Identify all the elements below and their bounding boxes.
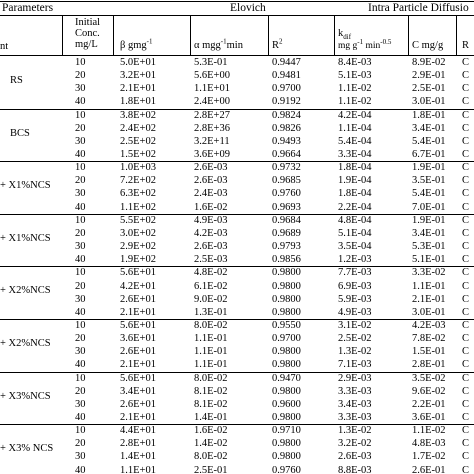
c-cell: 2.1E-01 (412, 294, 446, 305)
group-separator (0, 161, 474, 162)
beta-cell: 2.6E+01 (120, 399, 156, 410)
c-cell: 8.9E-02 (412, 57, 446, 68)
beta-cell: 2.5E+02 (120, 136, 156, 147)
kdif-cell: 2.9E-03 (338, 373, 372, 384)
kdif-cell: 1.3E-02 (338, 425, 372, 436)
concentration-cell: 30 (75, 451, 86, 462)
last-col-cell: C (462, 438, 470, 449)
last-col-cell: C (462, 425, 470, 436)
last-col-cell: C (462, 373, 470, 384)
alpha-cell: 1.6E-02 (194, 202, 228, 213)
alpha-cell: 1.3E-01 (194, 307, 228, 318)
last-col-cell: C (462, 281, 470, 292)
alpha-cell: 1.6E-02 (194, 425, 228, 436)
concentration-cell: 40 (75, 149, 86, 160)
c-cell: 3.6E-01 (412, 412, 446, 423)
beta-cell: 2.8E+01 (120, 438, 156, 449)
c-cell: 1.7E-02 (412, 451, 446, 462)
beta-cell: 5.0E+01 (120, 57, 156, 68)
concentration-cell: 30 (75, 136, 86, 147)
beta-cell: 1.5E+02 (120, 149, 156, 160)
parameters-header: Parameters (2, 2, 54, 14)
concentration-cell: 20 (75, 175, 86, 186)
last-col-cell: C (462, 320, 470, 331)
r2-cell: 0.9760 (272, 188, 301, 199)
concentration-cell: 20 (75, 333, 86, 344)
concentration-cell: 40 (75, 465, 86, 474)
beta-cell: 2.4E+02 (120, 123, 156, 134)
last-col-cell: C (462, 162, 470, 173)
concentration-cell: 10 (75, 215, 86, 226)
beta-cell: 2.9E+02 (120, 241, 156, 252)
kdif-cell: 1.9E-04 (338, 175, 372, 186)
concentration-cell: 30 (75, 399, 86, 410)
header-col-divider (456, 15, 457, 55)
adsorbent-header: nt (0, 41, 9, 52)
last-col-cell: C (462, 412, 470, 423)
kdif-cell: 1.1E-04 (338, 123, 372, 134)
last-col-cell: C (462, 149, 470, 160)
kdif-cell: 2.5E-02 (338, 333, 372, 344)
beta-cell: 1.1E+01 (120, 465, 156, 474)
beta-cell: 4.4E+01 (120, 425, 156, 436)
c-cell: 2.6E-01 (412, 465, 446, 474)
kdif-cell: 3.4E-03 (338, 399, 372, 410)
concentration-cell: 40 (75, 254, 86, 265)
header-col-divider (62, 15, 63, 55)
r2-cell: 0.9800 (272, 386, 301, 397)
c-cell: 7.8E-02 (412, 333, 446, 344)
last-col-cell: C (462, 228, 470, 239)
concentration-cell: 40 (75, 96, 86, 107)
concentration-cell: 40 (75, 307, 86, 318)
adsorbent-label: + X1%NCS (0, 180, 51, 191)
c-cell: 1.9E-01 (412, 215, 446, 226)
kdif-cell: 5.9E-03 (338, 294, 372, 305)
alpha-cell: 2.6E-03 (194, 162, 228, 173)
beta-cell: 1.9E+02 (120, 254, 156, 265)
beta-cell: 2.1E+01 (120, 359, 156, 370)
concentration-cell: 10 (75, 373, 86, 384)
concentration-cell: 10 (75, 162, 86, 173)
r2-cell: 0.9793 (272, 241, 301, 252)
last-col-cell: C (462, 346, 470, 357)
c-cell: 3.3E-02 (412, 267, 446, 278)
c-cell: 1.1E-01 (412, 281, 446, 292)
alpha-cell: 8.1E-02 (194, 399, 228, 410)
c-cell: 6.7E-01 (412, 149, 446, 160)
beta-cell: 3.4E+01 (120, 386, 156, 397)
kdif-cell: 3.2E-02 (338, 438, 372, 449)
last-col-cell: C (462, 294, 470, 305)
c-cell: 1.5E-01 (412, 346, 446, 357)
adsorbent-label: + X3%NCS (0, 391, 51, 402)
r2-cell: 0.9800 (272, 412, 301, 423)
beta-cell: 2.1E+01 (120, 83, 156, 94)
kdif-cell: 3.3E-04 (338, 149, 372, 160)
r2-cell: 0.9700 (272, 333, 301, 344)
last-col-cell: C (462, 254, 470, 265)
beta-cell: 1.0E+03 (120, 162, 156, 173)
group-separator (0, 319, 474, 320)
alpha-cell: 4.2E-03 (194, 228, 228, 239)
kdif-cell: 4.8E-04 (338, 215, 372, 226)
c-cell: 4.2E-03 (412, 320, 446, 331)
c-cell: 9.6E-02 (412, 386, 446, 397)
beta-cell: 5.6E+01 (120, 320, 156, 331)
alpha-cell: 2.5E-03 (194, 254, 228, 265)
concentration-cell: 30 (75, 346, 86, 357)
r2-cell: 0.9664 (272, 149, 301, 160)
last-col-cell: C (462, 202, 470, 213)
header-col-divider (408, 15, 409, 55)
alpha-cell: 1.4E-01 (194, 412, 228, 423)
r2-cell: 0.9760 (272, 465, 301, 474)
header-col-divider (268, 15, 269, 55)
conc-header-line3: mg/L (75, 39, 98, 50)
concentration-cell: 20 (75, 281, 86, 292)
last-col-cell: C (462, 451, 470, 462)
c-cell: 5.4E-01 (412, 188, 446, 199)
c-cell: 3.0E-01 (412, 96, 446, 107)
group-separator (0, 372, 474, 373)
concentration-cell: 20 (75, 228, 86, 239)
adsorbent-label: BCS (10, 128, 30, 139)
c-cell: 2.2E-01 (412, 399, 446, 410)
kdif-cell: 3.5E-04 (338, 241, 372, 252)
r2-cell: 0.9481 (272, 70, 301, 81)
last-col-cell: C (462, 83, 470, 94)
r2-cell: 0.9689 (272, 228, 301, 239)
beta-cell: 2.6E+01 (120, 346, 156, 357)
alpha-cell: 5.3E-01 (194, 57, 228, 68)
group-separator (0, 266, 474, 267)
alpha-cell: 1.1E-01 (194, 346, 228, 357)
r2-cell: 0.9470 (272, 373, 301, 384)
group-separator (0, 109, 474, 110)
alpha-cell: 2.8E+36 (194, 123, 230, 134)
c-cell: 5.1E-01 (412, 254, 446, 265)
kdif-cell: 1.2E-03 (338, 254, 372, 265)
last-col-cell: C (462, 241, 470, 252)
last-col-cell: C (462, 465, 470, 474)
alpha-cell: 1.1E-01 (194, 333, 228, 344)
kdif-cell: 3.1E-02 (338, 320, 372, 331)
kdif-cell: 8.8E-03 (338, 465, 372, 474)
intra-particle-header: Intra Particle Diffusio (368, 2, 469, 14)
alpha-cell: 1.1E+01 (194, 83, 230, 94)
beta-cell: 1.8E+01 (120, 96, 156, 107)
kdif-cell: 3.3E-03 (338, 386, 372, 397)
group-separator (0, 214, 474, 215)
last-col-cell: C (462, 136, 470, 147)
header-group-rule (0, 15, 474, 16)
kdif-cell: 7.7E-03 (338, 267, 372, 278)
kdif-cell: 1.8E-04 (338, 188, 372, 199)
concentration-cell: 10 (75, 320, 86, 331)
beta-cell: 2.1E+01 (120, 307, 156, 318)
alpha-cell: 4.9E-03 (194, 215, 228, 226)
alpha-cell: 2.4E-03 (194, 188, 228, 199)
kdif-cell: 1.1E-02 (338, 96, 372, 107)
alpha-cell: 8.1E-02 (194, 386, 228, 397)
r2-cell: 0.9684 (272, 215, 301, 226)
r2-cell: 0.9700 (272, 83, 301, 94)
r2-cell: 0.9447 (272, 57, 301, 68)
last-col-cell: C (462, 399, 470, 410)
alpha-cell: 8.0E-02 (194, 320, 228, 331)
c-cell: 3.4E-01 (412, 228, 446, 239)
r2-cell: 0.9800 (272, 438, 301, 449)
beta-cell: 5.6E+01 (120, 267, 156, 278)
kdif-cell: 2.6E-03 (338, 451, 372, 462)
group-separator (0, 424, 474, 425)
alpha-cell: 2.6E-03 (194, 175, 228, 186)
beta-cell: 2.1E+01 (120, 412, 156, 423)
concentration-cell: 20 (75, 123, 86, 134)
concentration-cell: 40 (75, 359, 86, 370)
last-col-cell: C (462, 110, 470, 121)
last-col-cell: C (462, 215, 470, 226)
alpha-cell: 2.8E+27 (194, 110, 230, 121)
r2-cell: 0.9826 (272, 123, 301, 134)
beta-cell: 3.6E+01 (120, 333, 156, 344)
last-col-cell: C (462, 386, 470, 397)
alpha-cell: 2.6E-03 (194, 241, 228, 252)
last-col-cell: C (462, 307, 470, 318)
c-cell: 7.0E-01 (412, 202, 446, 213)
kdif-header: $k_{dif}$ (338, 28, 352, 42)
r2-cell: 0.9732 (272, 162, 301, 173)
r2-cell: 0.9800 (272, 267, 301, 278)
concentration-cell: 10 (75, 267, 86, 278)
concentration-cell: 20 (75, 386, 86, 397)
header-col-divider (113, 15, 114, 55)
alpha-cell: 2.4E+00 (194, 96, 230, 107)
kdif-cell: 4.9E-03 (338, 307, 372, 318)
header-col-divider (334, 15, 335, 55)
kdif-cell: 2.2E-04 (338, 202, 372, 213)
r2-header: $R^2$ (272, 37, 283, 51)
c-cell: 3.5E-02 (412, 373, 446, 384)
concentration-cell: 10 (75, 110, 86, 121)
r2-cell: 0.9685 (272, 175, 301, 186)
beta-cell: 5.5E+02 (120, 215, 156, 226)
kdif-cell: 4.2E-04 (338, 110, 372, 121)
alpha-cell: 4.8E-02 (194, 267, 228, 278)
c-cell: 5.3E-01 (412, 241, 446, 252)
r2-cell: 0.9800 (272, 307, 301, 318)
adsorbent-label: + X2%NCS (0, 285, 51, 296)
c-cell: 2.9E-01 (412, 70, 446, 81)
kdif-cell: 1.8E-04 (338, 162, 372, 173)
kdif-cell: 5.1E-04 (338, 228, 372, 239)
alpha-cell: 1.1E-01 (194, 359, 228, 370)
r2-cell: 0.9856 (272, 254, 301, 265)
beta-header: β gmg$^{-1}$ (120, 37, 153, 51)
alpha-cell: 3.6E+09 (194, 149, 230, 160)
beta-cell: 5.6E+01 (120, 373, 156, 384)
kdif-unit-header: mg $g^{-1}$ $\min^{-0.5}$ (338, 37, 392, 51)
header-bottom-rule (0, 55, 474, 56)
adsorbent-label: + X1%NCS (0, 233, 51, 244)
beta-cell: 3.0E+02 (120, 228, 156, 239)
alpha-cell: 2.5E-01 (194, 465, 228, 474)
concentration-cell: 30 (75, 188, 86, 199)
adsorbent-label: + X3% NCS (0, 443, 54, 454)
kdif-cell: 7.1E-03 (338, 359, 372, 370)
beta-cell: 3.2E+01 (120, 70, 156, 81)
alpha-cell: 1.4E-02 (194, 438, 228, 449)
beta-cell: 1.1E+02 (120, 202, 156, 213)
alpha-cell: 6.1E-02 (194, 281, 228, 292)
last-col-cell: C (462, 123, 470, 134)
alpha-cell: 3.2E+11 (194, 136, 230, 147)
last-col-cell: C (462, 96, 470, 107)
c-cell: 3.5E-01 (412, 175, 446, 186)
c-cell: 4.8E-03 (412, 438, 446, 449)
concentration-cell: 10 (75, 57, 86, 68)
r2-cell: 0.9800 (272, 346, 301, 357)
concentration-cell: 30 (75, 83, 86, 94)
adsorbent-label: + X2%NCS (0, 338, 51, 349)
concentration-cell: 30 (75, 241, 86, 252)
beta-cell: 1.4E+01 (120, 451, 156, 462)
r2-cell: 0.9800 (272, 294, 301, 305)
r2-cell: 0.9800 (272, 359, 301, 370)
kdif-cell: 8.4E-03 (338, 57, 372, 68)
r2-cell: 0.9600 (272, 399, 301, 410)
r2-cell: 0.9800 (272, 281, 301, 292)
beta-cell: 3.8E+02 (120, 110, 156, 121)
alpha-cell: 5.6E+00 (194, 70, 230, 81)
last-col-cell: C (462, 175, 470, 186)
conc-header-line1: Initial (75, 17, 101, 28)
last-col-cell: C (462, 267, 470, 278)
c-cell: 3.0E-01 (412, 307, 446, 318)
r2-cell: 0.9800 (272, 451, 301, 462)
beta-cell: 7.2E+02 (120, 175, 156, 186)
r2-cell: 0.9192 (272, 96, 301, 107)
beta-cell: 4.2E+01 (120, 281, 156, 292)
r2-cell: 0.9493 (272, 136, 301, 147)
header-col-divider (190, 15, 191, 55)
beta-cell: 2.6E+01 (120, 294, 156, 305)
last-col-header: R (462, 40, 470, 51)
last-col-cell: C (462, 70, 470, 81)
r2-cell: 0.9550 (272, 320, 301, 331)
kdif-cell: 5.1E-03 (338, 70, 372, 81)
alpha-header: α mgg$^{-1}$min (194, 37, 243, 51)
c-cell: 5.4E-01 (412, 136, 446, 147)
concentration-cell: 40 (75, 202, 86, 213)
alpha-cell: 8.0E-02 (194, 373, 228, 384)
kdif-cell: 5.4E-04 (338, 136, 372, 147)
adsorbent-label: RS (10, 75, 23, 86)
last-col-cell: C (462, 359, 470, 370)
c-cell: 1.1E-02 (412, 425, 446, 436)
conc-header-line2: Conc. (75, 28, 100, 39)
concentration-cell: 20 (75, 438, 86, 449)
last-col-cell: C (462, 57, 470, 68)
beta-cell: 6.3E+02 (120, 188, 156, 199)
kdif-cell: 6.9E-03 (338, 281, 372, 292)
alpha-cell: 8.0E-02 (194, 451, 228, 462)
c-cell: 1.9E-01 (412, 162, 446, 173)
last-col-cell: C (462, 188, 470, 199)
kdif-cell: 3.3E-03 (338, 412, 372, 423)
c-cell: 2.5E-01 (412, 83, 446, 94)
c-cell: 3.4E-01 (412, 123, 446, 134)
r2-cell: 0.9824 (272, 110, 301, 121)
alpha-cell: 9.0E-02 (194, 294, 228, 305)
kdif-cell: 1.1E-02 (338, 83, 372, 94)
elovich-header: Elovich (230, 2, 266, 14)
c-header: C mg/g (412, 40, 444, 51)
concentration-cell: 20 (75, 70, 86, 81)
kdif-cell: 1.3E-02 (338, 346, 372, 357)
r2-cell: 0.9693 (272, 202, 301, 213)
concentration-cell: 30 (75, 294, 86, 305)
r2-cell: 0.9710 (272, 425, 301, 436)
concentration-cell: 40 (75, 412, 86, 423)
concentration-cell: 10 (75, 425, 86, 436)
c-cell: 2.8E-01 (412, 359, 446, 370)
last-col-cell: C (462, 333, 470, 344)
c-cell: 1.8E-01 (412, 110, 446, 121)
